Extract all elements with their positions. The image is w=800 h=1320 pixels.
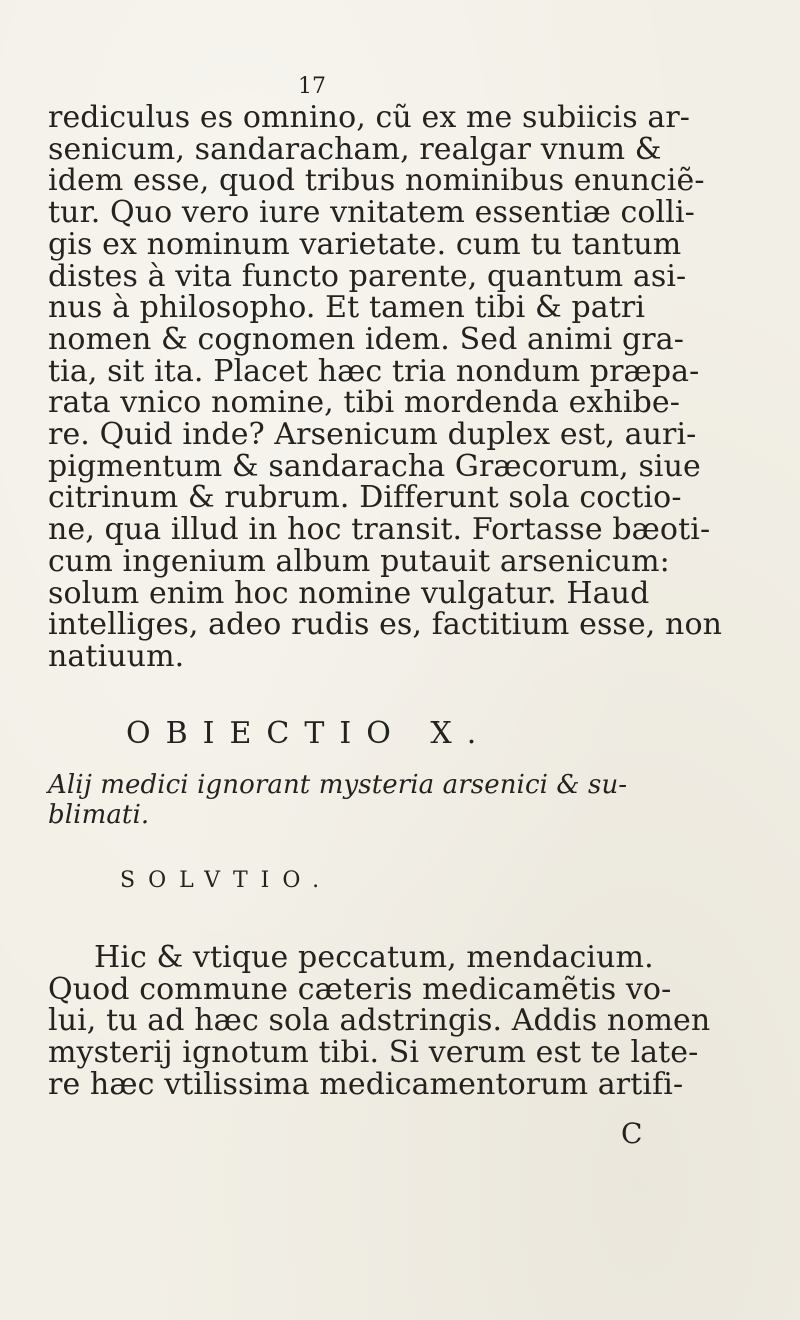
text-line: pigmentum & sandaracha Græcorum, siue xyxy=(48,448,701,484)
text-line: nomen & cognomen idem. Sed animi gra- xyxy=(48,321,684,357)
text-line: nus à philosopho. Et tamen tibi & patri xyxy=(48,290,646,326)
main-paragraph xyxy=(48,102,770,673)
text-line: natiuum. xyxy=(48,638,185,674)
text-line: Hic & vtique peccatum, mendacium. xyxy=(94,940,654,975)
text-line: gis ex nominum varietate. cum tu tantum xyxy=(48,226,682,262)
text-line: intelliges, adeo rudis es, factitium esse, non xyxy=(48,607,723,643)
solution-heading: SOLVTIO. xyxy=(120,868,333,893)
text-line: senicum, sandaracham, realgar vnum & xyxy=(48,131,662,167)
text-line: distes à vita functo parente, quantum asi- xyxy=(48,258,687,294)
text-line: solum enim hoc nomine vulgatur. Haud xyxy=(48,575,650,611)
text-line: citrinum & rubrum. Differunt sola coctio- xyxy=(48,480,682,516)
objection-heading: OBIECTIO X. xyxy=(126,716,492,751)
text-line: mysterij ignotum tibi. Si verum est te late- xyxy=(48,1035,699,1071)
objection-line: blimati. xyxy=(48,800,150,830)
text-line: idem esse, quod tribus nominibus enunciẽ- xyxy=(48,163,705,199)
text-line: rediculus es omnino, cũ ex me subiicis ar- xyxy=(48,100,691,135)
text-line: Quod commune cæteris medicamẽtis vo- xyxy=(48,971,672,1007)
page-number: 17 xyxy=(298,74,326,99)
text-line: rata vnico nomine, tibi mordenda exhibe- xyxy=(48,385,680,421)
text-line: tur. Quo vero iure vnitatem essentiæ colli- xyxy=(48,195,695,231)
text-line: re. Quid inde? Arsenicum duplex est, auri- xyxy=(48,417,697,453)
solution-paragraph xyxy=(48,942,770,1101)
objection-line: Alij medici ignorant mysteria arsenici & su- xyxy=(48,770,628,800)
objection-text xyxy=(48,770,748,830)
text-line: ne, qua illud in hoc transit. Fortasse bæoti- xyxy=(48,512,711,548)
text-line: re hæc vtilissima medicamentorum artifi- xyxy=(48,1066,684,1102)
catchword: C xyxy=(621,1117,643,1150)
text-line: cum ingenium album putauit arsenicum: xyxy=(48,543,670,579)
text-line: tia, sit ita. Placet hæc tria nondum præpa- xyxy=(48,353,700,389)
text-line: lui, tu ad hæc sola adstringis. Addis nomen xyxy=(48,1003,711,1039)
